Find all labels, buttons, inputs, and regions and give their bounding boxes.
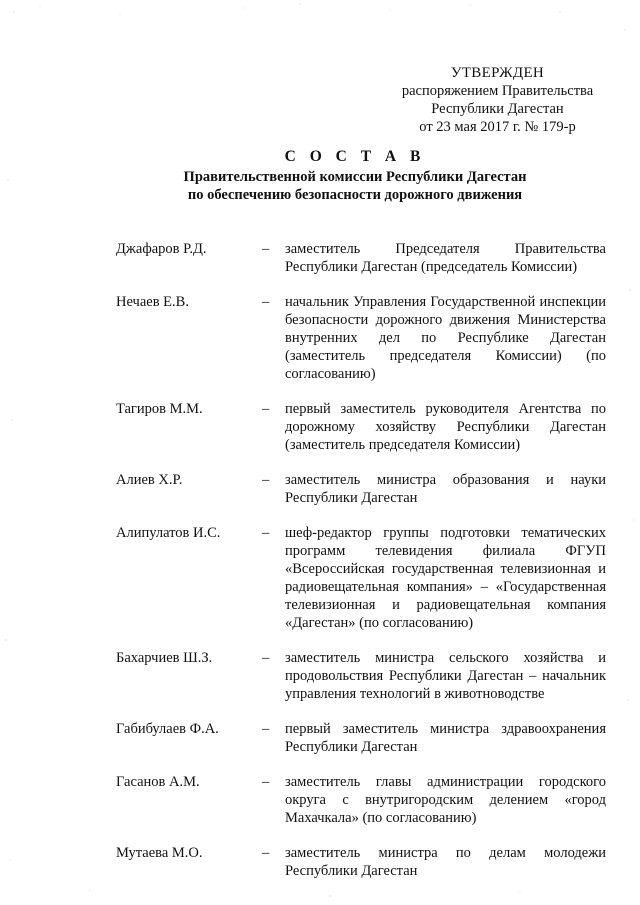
member-name: Бахарчиев Ш.З. xyxy=(116,650,213,666)
member-row xyxy=(116,293,606,383)
member-dash: – xyxy=(262,650,270,666)
member-row xyxy=(116,524,606,632)
document-title: С О С Т А В xyxy=(284,148,426,165)
member-name: Мутаева М.О. xyxy=(116,845,203,861)
member-name: Алиев Х.Р. xyxy=(116,472,183,488)
approval-line: Республики Дагестан xyxy=(431,101,564,117)
member-row xyxy=(116,844,606,880)
approval-title: УТВЕРЖДЕН xyxy=(450,65,545,81)
member-name: Алипулатов И.С. xyxy=(116,525,221,541)
member-role: заместитель министра по делам молодежи Республики Дагестан xyxy=(285,845,606,879)
member-dash: – xyxy=(262,721,270,737)
member-dash: – xyxy=(262,294,270,310)
member-role: заместитель главы администрации городского округа с внутригородским делением «город Махачкала» (по согласованию) xyxy=(285,774,606,826)
member-role: заместитель министра образования и науки Республики Дагестан xyxy=(285,472,606,506)
heading-line: Правительственной комиссии Республики Дагестан xyxy=(183,169,527,185)
member-row xyxy=(116,400,606,454)
document-heading xyxy=(150,148,560,204)
member-dash: – xyxy=(262,241,270,257)
approval-stamp xyxy=(390,64,605,136)
member-row xyxy=(116,649,606,703)
member-dash: – xyxy=(262,845,270,861)
approval-date: от 23 мая 2017 г. № 179-р xyxy=(419,119,576,135)
member-role: первый заместитель министра здравоохранения Республики Дагестан xyxy=(285,721,606,755)
member-role: заместитель министра сельского хозяйства и продовольствия Республики Дагестан – начальник управления технологий в животноводстве xyxy=(285,650,606,702)
member-dash: – xyxy=(262,525,270,541)
member-role: заместитель Председателя Правительства Республики Дагестан (председатель Комиссии) xyxy=(285,241,606,275)
member-role: шеф-редактор группы подготовки тематических программ телевидения филиала ФГУП «Всероссийская государственная телевизионная и радиовещательная компания» – «Государственная телевизионная и радиовещательная компания «Дагестан» (по согласованию) xyxy=(285,525,606,631)
member-dash: – xyxy=(262,774,270,790)
member-row xyxy=(116,720,606,756)
member-name: Джафаров Р.Д. xyxy=(116,241,207,257)
member-dash: – xyxy=(262,472,270,488)
member-role: первый заместитель руководителя Агентства по дорожному хозяйству Республики Дагестан (заместитель председателя Комиссии) xyxy=(285,401,606,453)
member-name: Нечаев Е.В. xyxy=(116,294,189,310)
member-row xyxy=(116,240,606,276)
member-role: начальник Управления Государственной инспекции безопасности дорожного движения Министерства внутренних дел по Республике Дагестан (заместитель председателя Комиссии) (по согласованию) xyxy=(285,294,606,382)
member-row xyxy=(116,773,606,827)
members-list xyxy=(116,240,606,880)
member-name: Габибулаев Ф.А. xyxy=(116,721,219,737)
member-name: Тагиров М.М. xyxy=(116,401,203,417)
member-dash: – xyxy=(262,401,270,417)
member-row xyxy=(116,471,606,507)
approval-line: распоряжением Правительства xyxy=(401,83,594,99)
member-name: Гасанов А.М. xyxy=(116,774,200,790)
heading-line: по обеспечению безопасности дорожного движения xyxy=(187,187,523,203)
